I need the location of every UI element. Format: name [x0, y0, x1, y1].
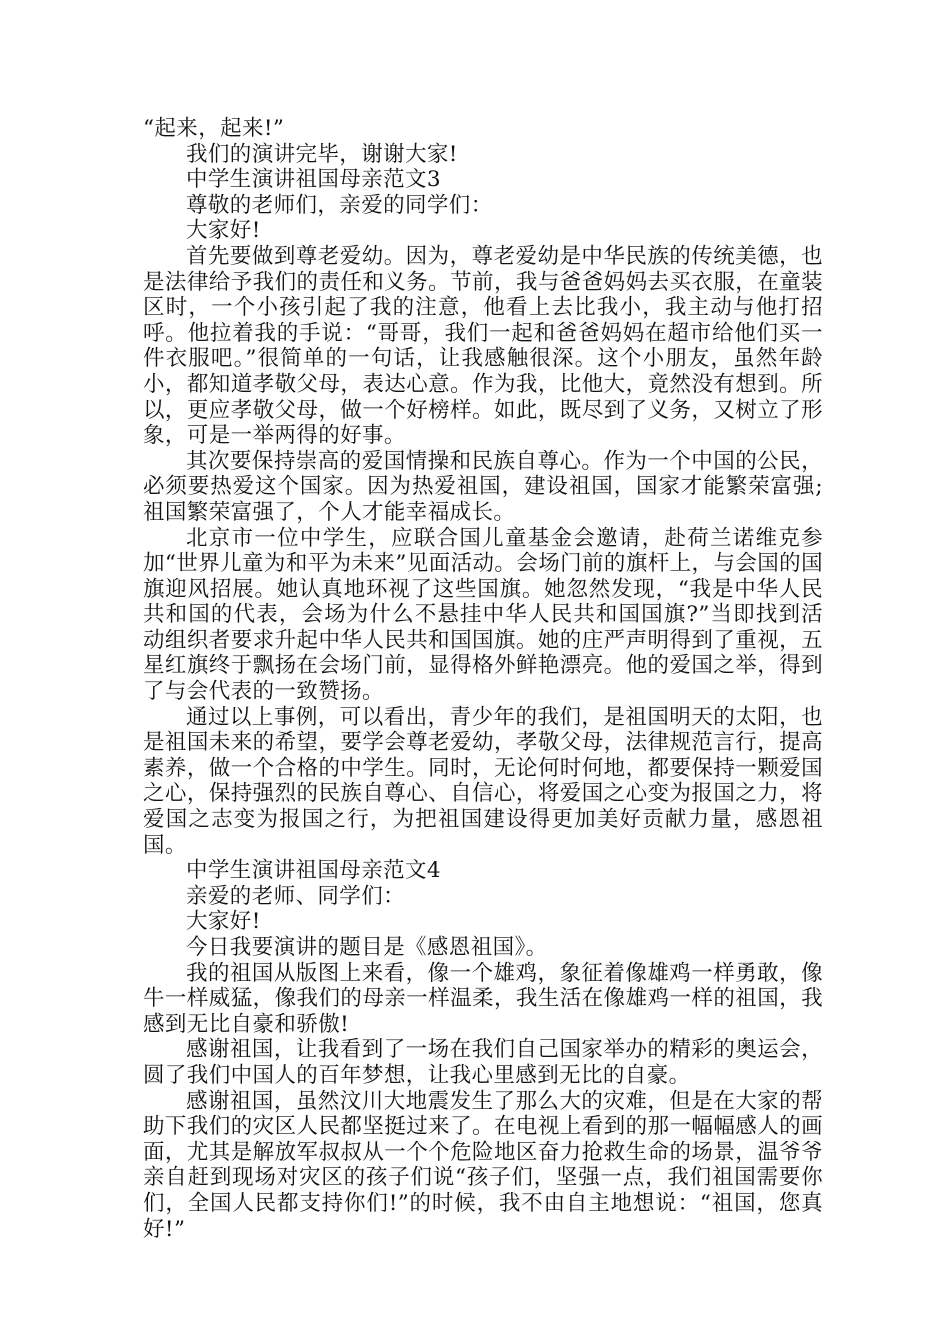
section-heading: 中学生演讲祖国母亲范文4: [186, 858, 441, 884]
section-heading: 中学生演讲祖国母亲范文3: [186, 167, 441, 193]
paragraph: 感谢祖国，让我看到了一场在我们自己国家举办的精彩的奥运会，圆了我们中国人的百年梦想，让我心里感到无比的自豪。: [143, 1037, 823, 1088]
paragraph: 北京市一位中学生，应联合国儿童基金会邀请，赴荷兰诺维克参加“世界儿童为和平为未来”见面活动。会场门前的旗杆上，与会国的国旗迎风招展。她认真地环视了这些国旗。她忽然发现，“我是中华人民共和国的代表，会场为什么不悬挂中华人民共和国国旗?”当即找到活动组织者要求升起中华人民共和国国旗。她的庄严声明得到了重视，五星红旗终于飘扬在会场门前，显得格外鲜艳漂亮。他的爱国之举，得到了与会代表的一致赞扬。: [143, 525, 823, 705]
paragraph: 感谢祖国，虽然汶川大地震发生了那么大的灾难，但是在大家的帮助下我们的灾区人民都坚挺过来了。在电视上看到的那一幅幅感人的画面，尤其是解放军叔叔从一个个危险地区奋力抢救生命的场景，温爷爷亲自赶到现场对灾区的孩子们说“孩子们，坚强一点，我们祖国需要你们，全国人民都支持你们!”的时候，我不由自主地想说：“祖国，您真好!”: [143, 1088, 823, 1242]
greeting: 大家好!: [186, 218, 261, 244]
document-body: [143, 116, 823, 1242]
greeting: 大家好!: [186, 909, 261, 935]
salutation: 尊敬的老师们，亲爱的同学们：: [186, 192, 493, 218]
paragraph: 今日我要演讲的题目是《感恩祖国》。: [186, 935, 548, 960]
paragraph: 我们的演讲完毕，谢谢大家!: [186, 141, 458, 167]
salutation: 亲爱的老师、同学们：: [186, 883, 406, 909]
paragraph: 其次要保持崇高的爱国情操和民族自尊心。作为一个中国的公民，必须要热爱这个国家。因为热爱祖国，建设祖国，国家才能繁荣富强;祖国繁荣富强了，个人才能幸福成长。: [143, 448, 823, 525]
paragraph: 通过以上事例，可以看出，青少年的我们，是祖国明天的太阳，也是祖国未来的希望，要学会尊老爱幼，孝敬父母，法律规范言行，提高素养，做一个合格的中学生。同时，无论何时何地，都要保持一颗爱国之心，保持强烈的民族自尊心、自信心，将爱国之心变为报国之力，将爱国之志变为报国之行，为把祖国建设得更加美好贡献力量，感恩祖国。: [143, 704, 823, 858]
paragraph: 我的祖国从版图上来看，像一个雄鸡，象征着像雄鸡一样勇敢，像牛一样威猛，像我们的母亲一样温柔，我生活在像雄鸡一样的祖国，我感到无比自豪和骄傲!: [143, 960, 823, 1037]
paragraph: 首先要做到尊老爱幼。因为，尊老爱幼是中华民族的传统美德，也是法律给予我们的责任和义务。节前，我与爸爸妈妈去买衣服，在童装区时，一个小孩引起了我的注意，他看上去比我小，我主动与他打招呼。他拉着我的手说：“哥哥，我们一起和爸爸妈妈在超市给他们买一件衣服吧。”很简单的一句话，让我感触很深。这个小朋友，虽然年龄小，都知道孝敬父母，表达心意。作为我，比他大，竟然没有想到。所以，更应孝敬父母，做一个好榜样。如此，既尽到了义务，又树立了形象，可是一举两得的好事。: [143, 243, 823, 449]
paragraph: “起来，起来!”: [143, 116, 285, 141]
